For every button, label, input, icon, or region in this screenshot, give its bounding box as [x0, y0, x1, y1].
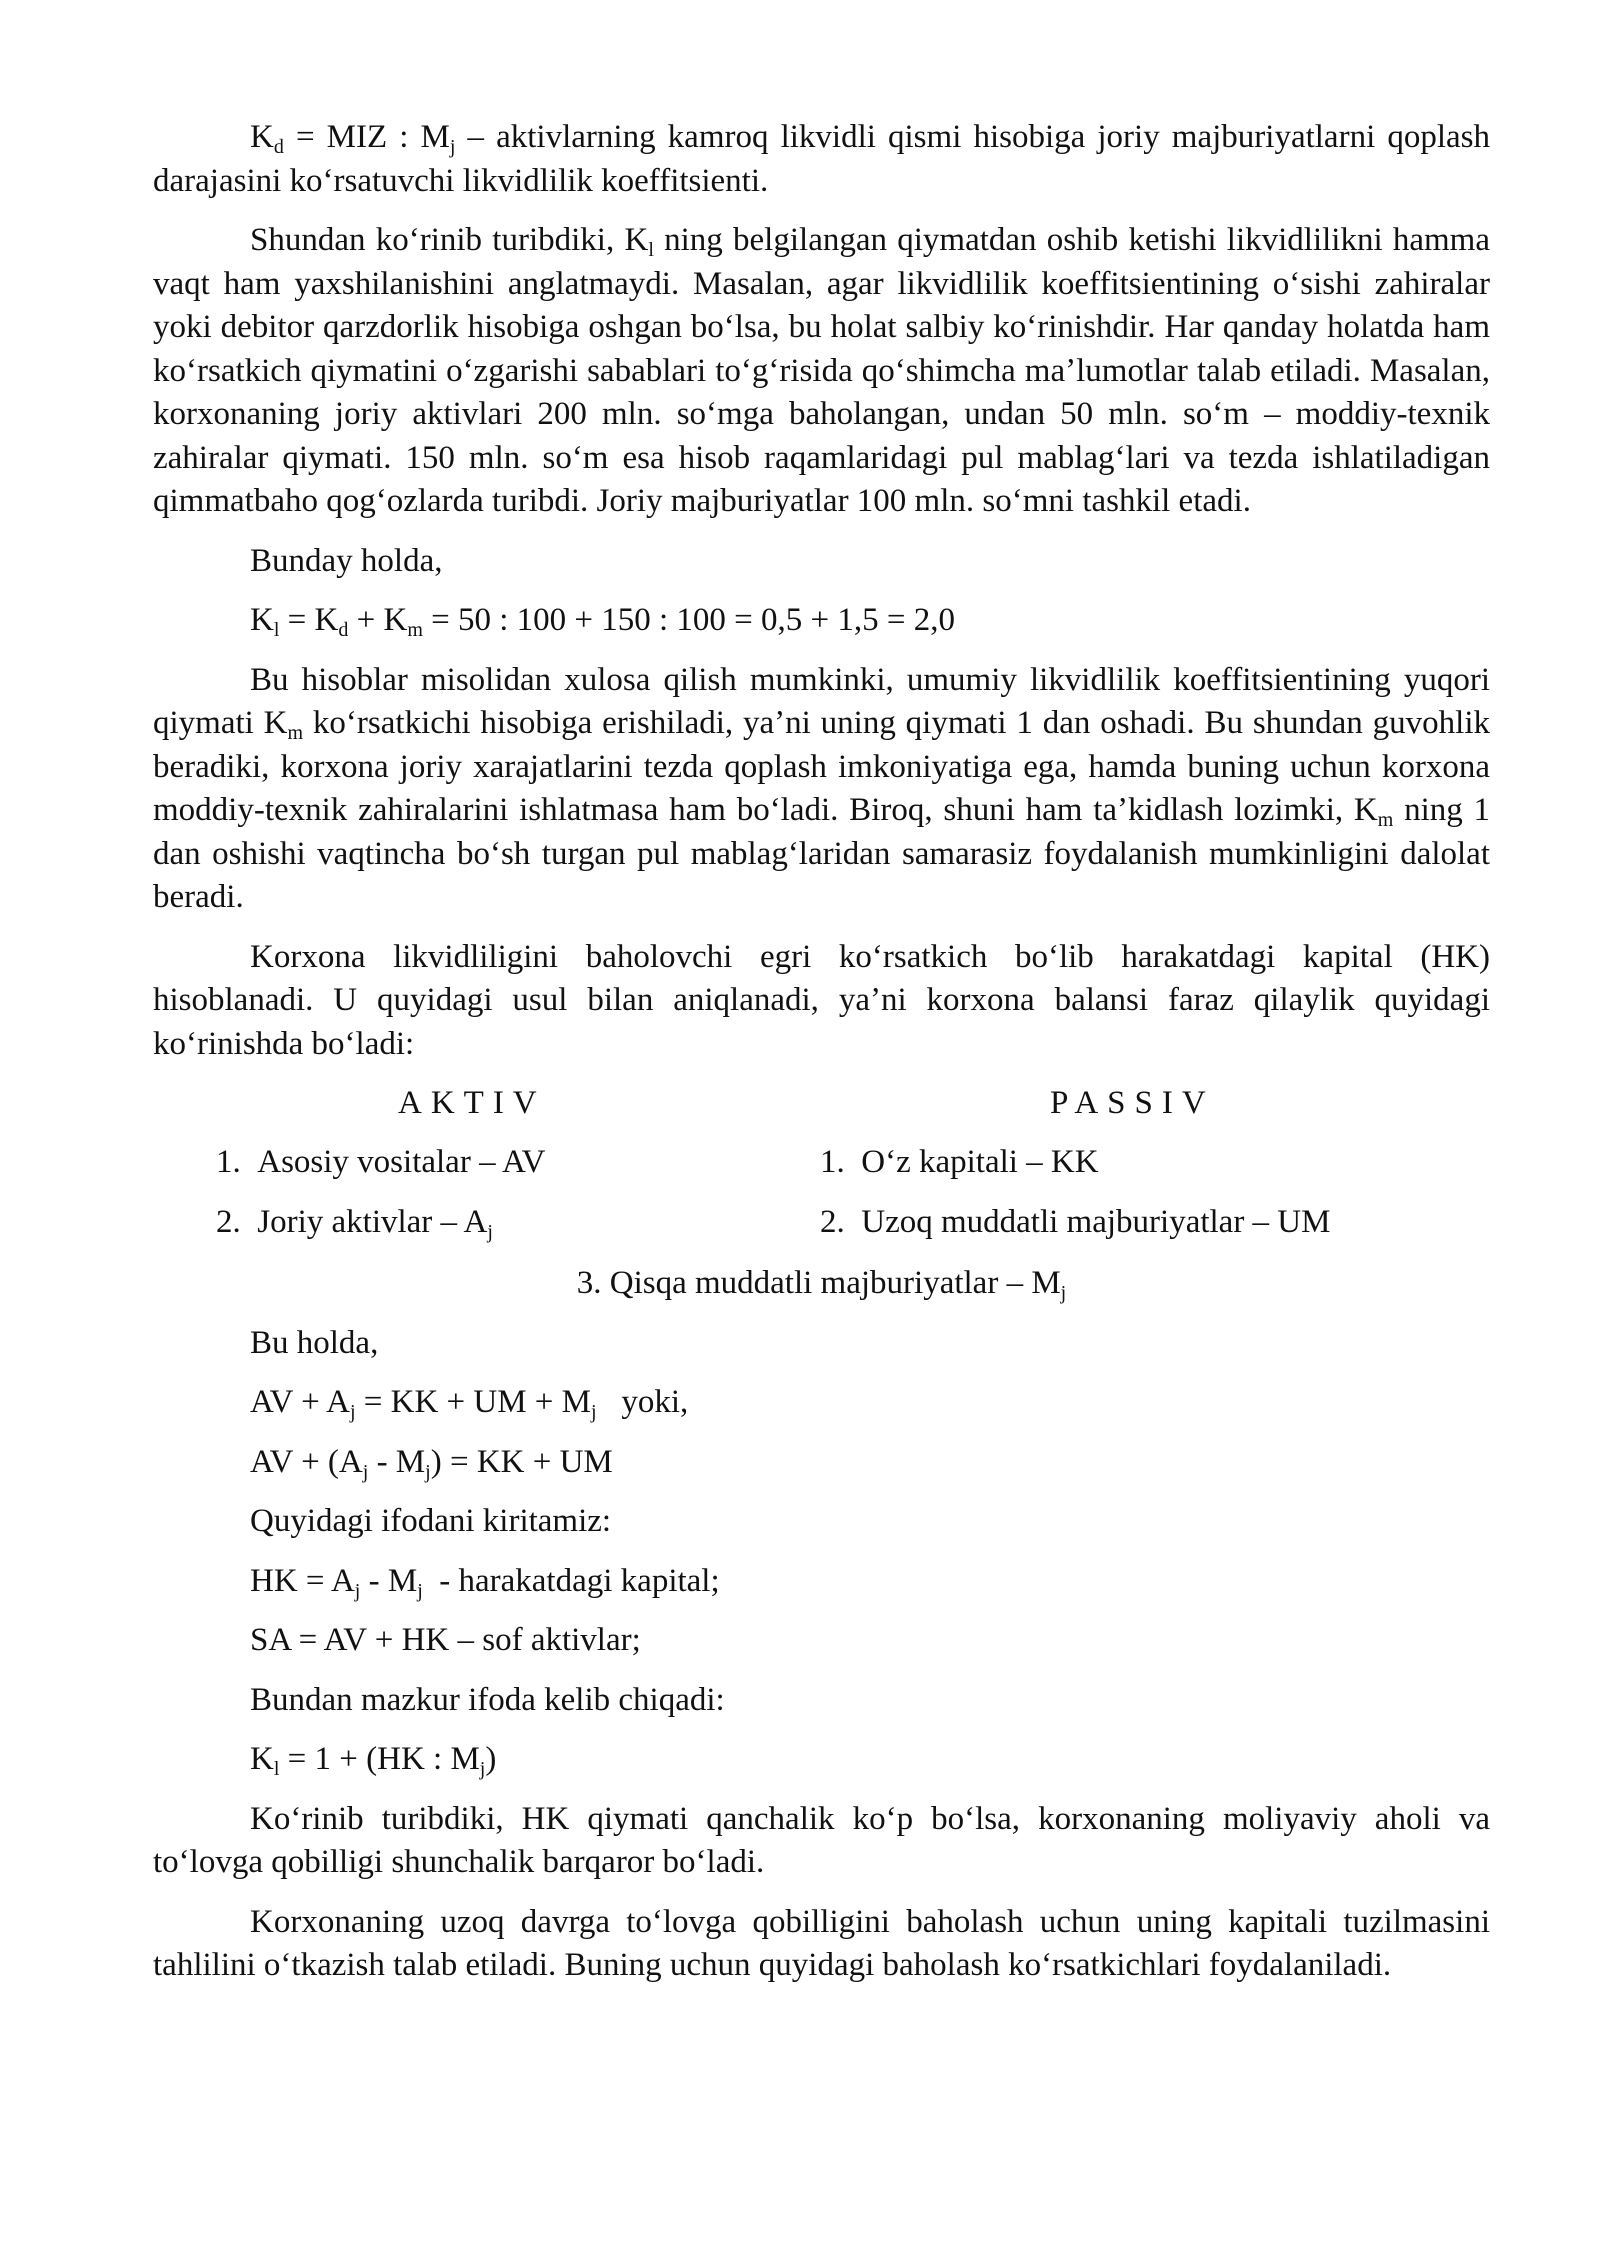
aktiv-heading: AKTIV: [398, 1085, 546, 1121]
text: AV + (A: [250, 1443, 363, 1480]
text: + K: [348, 602, 408, 638]
paragraph-conclusion: [153, 659, 1490, 920]
subscript: j: [362, 1460, 369, 1483]
text: – aktivlarning kamroq likvidli qismi hisobiga joriy majburiyatlarni qoplash darajasini koʻrsatuvchi likvidlilik koeffitsienti.: [153, 119, 1490, 199]
text: ning belgilangan qiymatdan oshib ketishi likvidlilikni hamma vaqt ham yaxshilanishini anglatmaydi. Masalan, agar likvidlilik koeffitsientining oʻsishi zahiralar yoki debitor qarzdorlik hisobiga oshgan boʻlsa, bu holat salbiy koʻrinishdir. Har qanday holatda ham koʻrsatkich qiymatini oʻzgarishi sabablari toʻgʻrisida qoʻshimcha maʼlumotlar talab etiladi. Masalan, korxonaning joriy aktivlari 200 mln. soʻmga baholangan, undan 50 mln. soʻm – moddiy-texnik zahiralar qiymati. 150 mln. soʻm esa hisob raqamlaridagi pul mablagʻlari va tezda ishlatiladigan qimmatbaho qogʻozlarda turibdi. Joriy majburiyatlar 100 mln. soʻmni tashkil etadi.: [153, 222, 1491, 519]
paragraph-kl-explanation: [153, 219, 1490, 524]
subscript: d: [338, 619, 349, 641]
list-number: 1.: [820, 1144, 845, 1180]
subscript: j: [449, 136, 456, 158]
passiv-item-3: [153, 1262, 1490, 1306]
text: K: [250, 1741, 274, 1777]
passiv-item-2: [820, 1201, 1331, 1245]
subscript: j: [1060, 1282, 1067, 1304]
text: yoki,: [596, 1384, 689, 1420]
list-number: 1.: [216, 1144, 241, 1180]
paragraph-quyidagi-ifoda: Quyidagi ifodani kiritamiz:: [250, 1503, 612, 1539]
text: Bu hisoblar misolidan xulosa qilish mumkinki, umumiy likvidlilik koeffitsientining yuqori qiymati K: [153, 661, 1490, 741]
passiv-heading: PASSIV: [1050, 1085, 1215, 1121]
formula-balance-equation: [153, 1381, 1490, 1425]
list-text: 3. Qisqa muddatli majburiyatlar – M: [576, 1265, 1061, 1301]
formula-sa: SA = AV + HK – sof aktivlar;: [250, 1622, 641, 1658]
text: = K: [279, 602, 339, 638]
paragraph-hk-value: Koʻrinib turibdiki, HK qiymati qanchalik koʻp boʻlsa, korxonaning moliyaviy aholi va toʻlovga qobilligi shunchalik barqaror boʻladi.: [153, 1800, 1490, 1880]
subscript: j: [417, 1579, 423, 1602]
subscript: j: [425, 1460, 431, 1483]
list-number: 2.: [216, 1204, 241, 1240]
text: - M: [360, 1562, 418, 1599]
text: K: [250, 602, 274, 638]
text: HK = A: [250, 1562, 355, 1599]
paragraph-working-capital: Korxona likvidliligini baholovchi egri koʻrsatkich boʻlib harakatdagi kapital (HK) hisoblanadi. U quyidagi usul bilan aniqlanadi, yaʼni korxona balansi faraz qilaylik quyidagi koʻrinishda boʻladi:: [153, 938, 1490, 1062]
paragraph-kd-definition: [153, 116, 1490, 203]
subscript: j: [487, 1221, 493, 1243]
subscript: d: [273, 136, 284, 158]
text: = MIZ : M: [283, 119, 450, 155]
list-text: Joriy aktivlar – A: [257, 1204, 488, 1240]
text: ning 1 dan oshishi vaqtincha boʻsh turgan pul mablagʻlaridan samarasiz foydalanish mumkinligini dalolat beradi.: [153, 792, 1490, 915]
list-text: Uzoq muddatli majburiyatlar – UM: [861, 1204, 1331, 1240]
subscript: l: [273, 1758, 280, 1780]
subscript: j: [349, 1401, 356, 1423]
text: - harakatdagi kapital;: [422, 1562, 720, 1599]
text: = 50 : 100 + 150 : 100 = 0,5 + 1,5 = 2,0: [422, 602, 956, 638]
text: = 1 + (HK : M: [279, 1741, 480, 1777]
paragraph-bundan: Bundan mazkur ifoda kelib chiqadi:: [250, 1681, 725, 1718]
subscript: j: [591, 1401, 597, 1423]
paragraph-bu-holda: Bu holda,: [250, 1324, 379, 1361]
list-text: Oʻz kapitali – KK: [861, 1144, 1099, 1180]
aktiv-item-2: [216, 1201, 493, 1245]
paragraph-long-term-solvency: Korxonaning uzoq davrga toʻlovga qobilligini baholash uchun uning kapitali tuzilmasini tahlilini oʻtkazish talab etiladi. Buning uchun quyidagi baholash koʻrsatkichlari foydalaniladi.: [153, 1903, 1490, 1983]
list-number: 2.: [820, 1204, 845, 1240]
text: - M: [368, 1443, 426, 1480]
text: ) = KK + UM: [430, 1443, 613, 1480]
formula-kl-final: [153, 1738, 1490, 1782]
subscript: m: [1377, 809, 1394, 831]
subscript: j: [479, 1758, 486, 1780]
formula-kl-calculation: [153, 599, 1490, 643]
text: AV + A: [250, 1384, 350, 1420]
subscript: l: [648, 239, 654, 261]
subscript: l: [273, 619, 280, 641]
list-text: Asosiy vositalar – AV: [257, 1144, 546, 1180]
formula-hk: [153, 1560, 1490, 1604]
passiv-item-1: [820, 1141, 1099, 1185]
text: K: [250, 119, 274, 155]
text: koʻrsatkichi hisobiga erishiladi, yaʼni uning qiymati 1 dan oshadi. Bu shundan guvohlik beradiki, korxona joriy xarajatlarini tezda qoplash imkoniyatiga ega, hamda buning uchun korxona moddiy-texnik zahiralarini ishlatmasa ham boʻladi. Biroq, shuni ham taʼkidlash lozimki, K: [153, 705, 1490, 828]
subscript: m: [407, 619, 423, 641]
subscript: m: [287, 722, 304, 744]
text: = KK + UM + M: [355, 1384, 592, 1420]
formula-balance-rearranged: [153, 1441, 1490, 1485]
text: ): [485, 1741, 497, 1777]
paragraph-bunday-holda: Bunday holda,: [250, 542, 443, 579]
aktiv-item-1: [216, 1141, 545, 1185]
text: Shundan koʻrinib turibdiki, K: [250, 222, 649, 258]
balance-sheet: [153, 1082, 1490, 1262]
subscript: j: [354, 1579, 361, 1602]
